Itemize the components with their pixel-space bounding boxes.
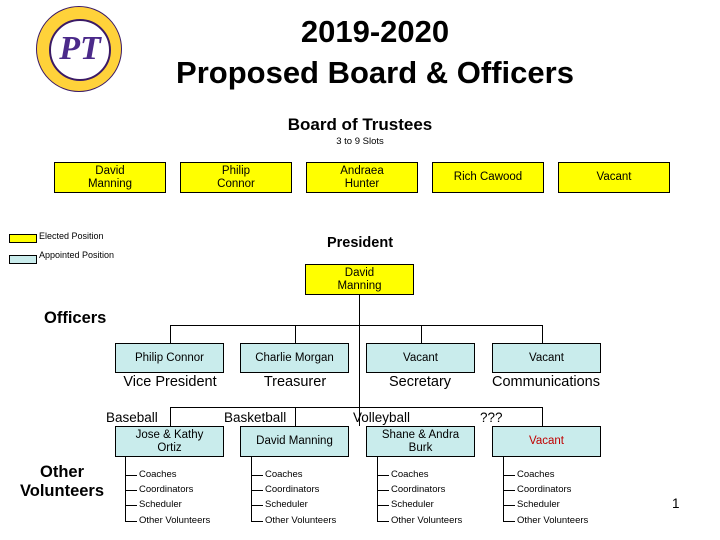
role-tree-stem	[251, 457, 252, 521]
volunteers-bus-line	[170, 407, 543, 408]
board-member-4	[432, 162, 544, 193]
role-tree-branch	[377, 521, 389, 522]
officer-3-name: Vacant	[403, 351, 438, 364]
role-tree-branch	[503, 475, 515, 476]
officer-4-role: Communications	[492, 374, 600, 390]
role-tree-branch	[503, 505, 515, 506]
board-member-1	[54, 162, 166, 193]
officer-drop-2	[295, 325, 296, 343]
role-tree-branch	[377, 505, 389, 506]
board-member-2	[180, 162, 292, 193]
officer-box-1	[115, 343, 224, 373]
officer-1-role: Vice President	[123, 374, 217, 390]
sport-label-2: Basketball	[224, 410, 287, 425]
board-member-5	[558, 162, 670, 193]
officer-box-4	[492, 343, 601, 373]
role-tree-branch	[503, 490, 515, 491]
officer-drop-3	[421, 325, 422, 343]
volunteer-drop-1	[170, 407, 171, 426]
volunteer-role-item: Scheduler	[391, 499, 434, 510]
officer-4-name: Vacant	[529, 351, 564, 364]
volunteer-role-item: Coaches	[139, 469, 177, 480]
board-member-1-line2: Manning	[87, 177, 133, 190]
board-member-4-line1: Rich Cawood	[453, 171, 523, 183]
volunteer-role-item: Coordinators	[391, 484, 446, 495]
board-member-3-line1: Andraea	[340, 164, 384, 177]
volunteer-role-item: Coordinators	[265, 484, 320, 495]
officer-1-name: Philip Connor	[134, 351, 205, 364]
officer-box-3	[366, 343, 475, 373]
officer-drop-4	[542, 325, 543, 343]
volunteers-heading-line2: Volunteers	[19, 482, 105, 500]
board-member-1-line1: David	[95, 164, 125, 177]
role-tree-branch	[251, 475, 263, 476]
sport-label-4: ???	[480, 410, 503, 425]
president-heading: President	[326, 235, 394, 251]
logo-text: PT	[59, 30, 101, 67]
officer-2-name: Charlie Morgan	[255, 351, 334, 364]
title-main: Proposed Board & Officers	[176, 55, 574, 90]
volunteer-2-line1: David Manning	[256, 435, 333, 447]
volunteer-role-item: Coordinators	[517, 484, 572, 495]
officer-2-role: Treasurer	[263, 374, 327, 390]
officer-box-2	[240, 343, 349, 373]
title-year: 2019-2020	[300, 14, 450, 49]
volunteer-box-1	[115, 426, 224, 457]
president-box	[305, 264, 414, 295]
role-tree-branch	[377, 490, 389, 491]
volunteers-heading	[2, 463, 122, 501]
role-tree-branch	[251, 490, 263, 491]
officers-bus-line	[170, 325, 543, 326]
volunteer-role-item: Other Volunteers	[139, 515, 211, 526]
volunteer-role-item: Other Volunteers	[517, 515, 589, 526]
volunteers-heading-line1: Other	[39, 463, 84, 481]
role-tree-branch	[125, 505, 137, 506]
legend-appointed-label: Appointed Position	[39, 250, 115, 260]
volunteer-drop-2	[295, 407, 296, 426]
logo-monogram	[49, 19, 111, 81]
board-member-2-line1: Philip	[221, 164, 251, 177]
volunteer-role-item: Coordinators	[139, 484, 194, 495]
volunteer-1-line2: Ortiz	[157, 441, 182, 454]
board-subheading: 3 to 9 Slots	[336, 136, 384, 147]
role-tree-branch	[377, 475, 389, 476]
page-number: 1	[672, 496, 680, 511]
legend-appointed-swatch	[9, 255, 37, 264]
org-logo	[36, 6, 122, 92]
volunteer-drop-4	[542, 407, 543, 426]
role-tree-branch	[125, 490, 137, 491]
officer-3-role: Secretary	[388, 374, 452, 390]
role-tree-branch	[251, 521, 263, 522]
volunteer-role-item: Coaches	[391, 469, 429, 480]
sport-label-1: Baseball	[106, 410, 158, 425]
volunteer-role-item: Scheduler	[139, 499, 182, 510]
president-line1: David	[344, 266, 375, 279]
volunteer-3-line2: Burk	[408, 441, 433, 454]
volunteer-role-item: Scheduler	[517, 499, 560, 510]
board-member-2-line2: Connor	[217, 177, 255, 190]
role-tree-branch	[125, 475, 137, 476]
president-line2: Manning	[337, 279, 382, 292]
role-tree-branch	[125, 521, 137, 522]
volunteer-box-2	[240, 426, 349, 457]
role-tree-stem	[503, 457, 504, 521]
board-heading: Board of Trustees	[287, 115, 433, 134]
volunteer-box-3	[366, 426, 475, 457]
role-tree-stem	[377, 457, 378, 521]
volunteer-3-line1: Shane & Andra	[381, 428, 460, 441]
legend-elected-label: Elected Position	[39, 231, 104, 241]
sport-label-3: Volleyball	[353, 410, 411, 425]
volunteer-role-item: Coaches	[265, 469, 303, 480]
volunteer-role-item: Other Volunteers	[391, 515, 463, 526]
officer-drop-1	[170, 325, 171, 343]
volunteer-role-item: Coaches	[517, 469, 555, 480]
role-tree-branch	[503, 521, 515, 522]
volunteer-role-item: Scheduler	[265, 499, 308, 510]
legend-elected-swatch	[9, 234, 37, 243]
volunteer-4-line1: Vacant	[529, 435, 564, 447]
officers-heading: Officers	[44, 309, 107, 327]
board-member-3-line2: Hunter	[344, 177, 380, 190]
volunteer-1-line1: Jose & Kathy	[135, 428, 204, 441]
role-tree-stem	[125, 457, 126, 521]
board-member-5-line1: Vacant	[596, 171, 632, 183]
board-member-3	[306, 162, 418, 193]
role-tree-branch	[251, 505, 263, 506]
volunteer-role-item: Other Volunteers	[265, 515, 337, 526]
volunteer-box-4	[492, 426, 601, 457]
